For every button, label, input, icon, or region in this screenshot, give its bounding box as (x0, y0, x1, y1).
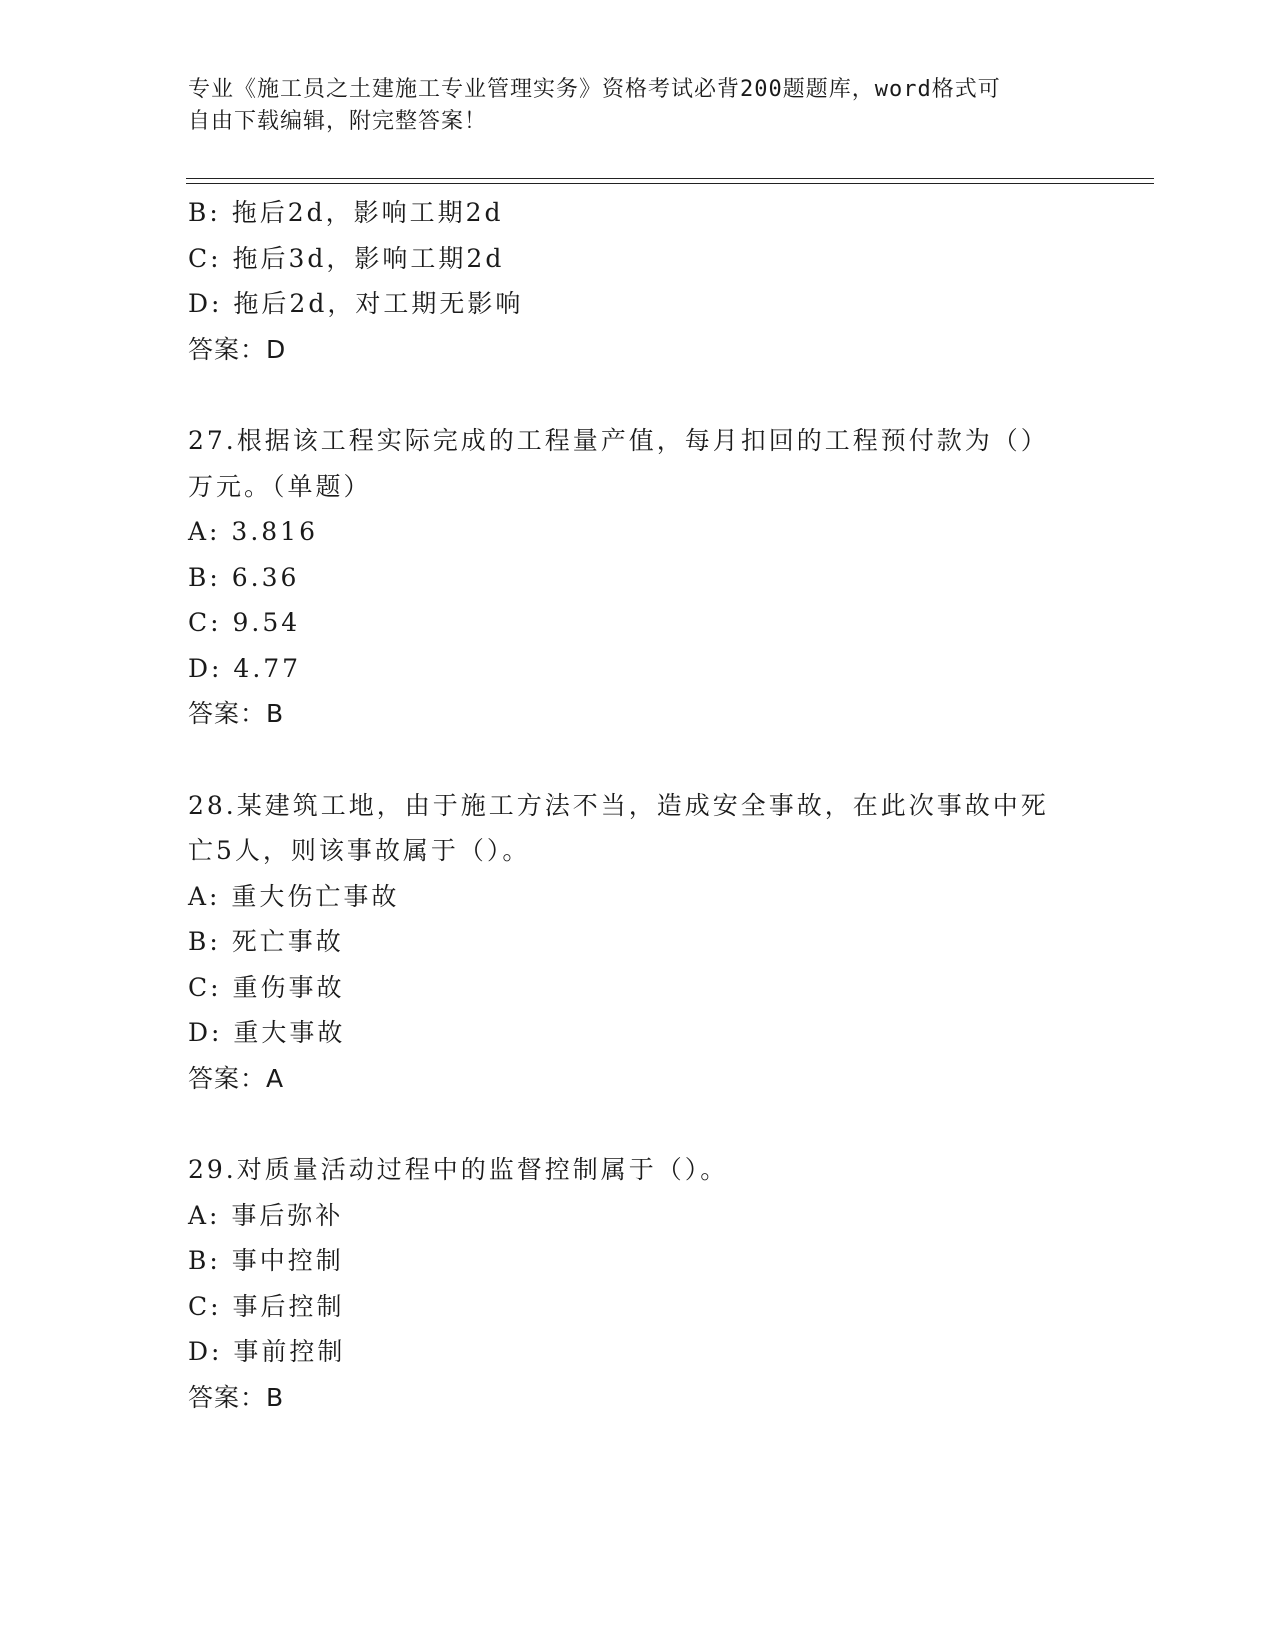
question-29 (188, 1147, 1088, 1420)
option-a: A: 3.816 (188, 517, 318, 546)
header-divider-bottom (186, 183, 1154, 184)
document-header (188, 74, 1068, 138)
question-28 (188, 783, 1088, 1102)
option-d: D: 事前控制 (188, 1337, 346, 1366)
answer-line: 答案：B (188, 699, 285, 728)
question-text-line: 万元。（单题） (188, 471, 372, 501)
option-b: B: 死亡事故 (188, 927, 344, 956)
question-27 (188, 418, 1088, 737)
option-c: C: 重伤事故 (188, 972, 345, 1002)
answer-line: 答案：A (188, 1063, 285, 1093)
option-c: C: 拖后3d，影响工期2d (188, 243, 505, 273)
option-d: D: 重大事故 (188, 1018, 346, 1047)
option-a: A: 事后弥补 (188, 1200, 344, 1230)
question-text-line: 亡5人，则该事故属于（）。 (188, 836, 531, 865)
option-a: A: 重大伤亡事故 (188, 881, 400, 911)
question-content (188, 190, 1088, 1420)
header-line-1: 专业《施工员之土建施工专业管理实务》资格考试必背200题题库，word格式可 (188, 77, 1001, 102)
option-d: D: 4.77 (188, 653, 302, 683)
question-text-line: 29.对质量活动过程中的监督控制属于（）。 (188, 1155, 729, 1184)
option-d: D: 拖后2d，对工期无影响 (188, 289, 524, 318)
option-b: B: 事中控制 (188, 1246, 344, 1275)
option-c: C: 事后控制 (188, 1291, 345, 1321)
option-c: C: 9.54 (188, 608, 301, 637)
answer-line: 答案：B (188, 1382, 285, 1412)
option-b: B: 6.36 (188, 562, 300, 592)
answer-line: 答案：D (188, 334, 287, 364)
carryover-question (188, 190, 1088, 372)
question-text-line: 28.某建筑工地，由于施工方法不当，造成安全事故，在此次事故中死 (188, 790, 1049, 820)
header-line-2: 自由下载编辑，附完整答案！ (188, 109, 488, 134)
question-text-line: 27.根据该工程实际完成的工程量产值，每月扣回的工程预付款为（） (188, 426, 1049, 455)
header-divider-top (186, 178, 1154, 179)
option-b: B: 拖后2d，影响工期2d (188, 198, 504, 227)
